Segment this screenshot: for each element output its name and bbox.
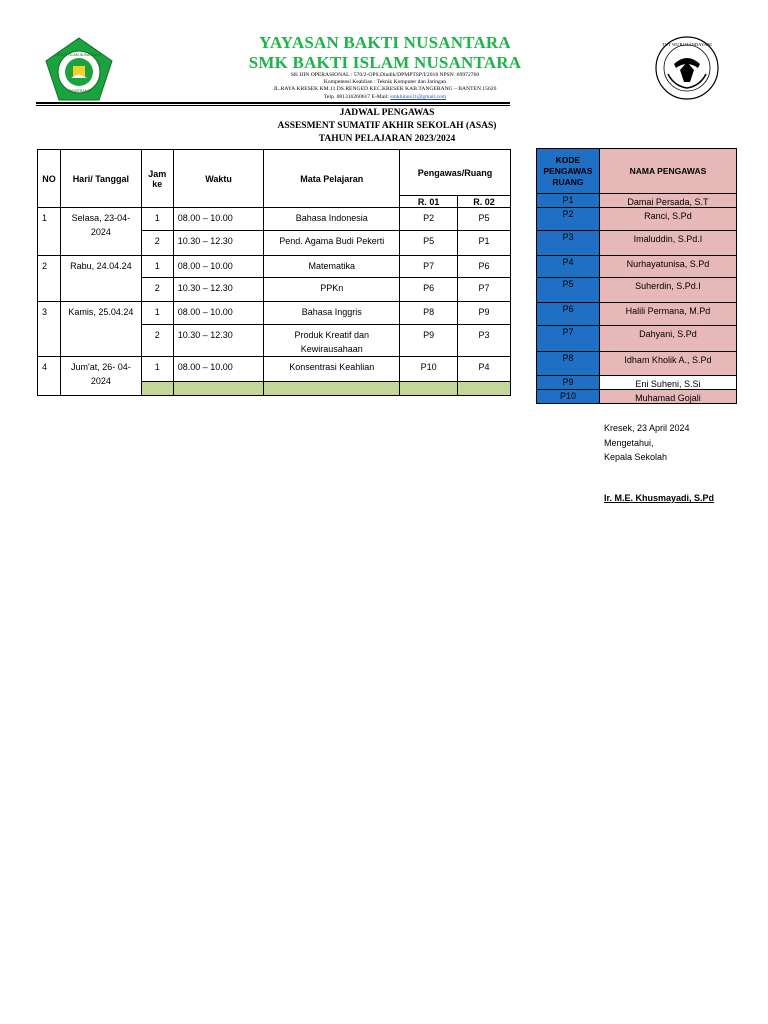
cell-waktu: 08.00 – 10.00 [173, 208, 264, 231]
doc-title: JADWAL PENGAWAS [339, 108, 435, 118]
cell-kode: P4 [537, 256, 600, 278]
cell-r2: P1 [458, 231, 511, 256]
cell-hari: Selasa, 23-04-2024 [60, 208, 141, 256]
cell-waktu: 08.00 – 10.00 [173, 256, 264, 278]
header-competency: Kompetensi Keahlian : Teknik Komputer dan Jaringan [323, 79, 447, 85]
col-header-nama: NAMA PENGAWAS [599, 149, 736, 194]
cell-no: 4 [38, 357, 61, 396]
cell-mapel: PPKn [264, 278, 400, 302]
school-name: SMK BAKTI ISLAM NUSANTARA [248, 53, 522, 72]
cell-nama: Imaluddin, S.Pd.I [599, 231, 736, 256]
doc-subtitle: ASSESMENT SUMATIF AKHIR SEKOLAH (ASAS) [277, 121, 497, 131]
cell-kode: P8 [537, 352, 600, 376]
col-header-waktu: Waktu [173, 150, 264, 208]
col-header-mapel: Mata Pelajaran [264, 150, 400, 208]
cell-empty [141, 382, 173, 396]
cell-r2: P4 [458, 357, 511, 382]
table-row [537, 352, 737, 376]
table-row [38, 302, 511, 325]
cell-empty [458, 382, 511, 396]
cell-r2: P5 [458, 208, 511, 231]
cell-r1: P6 [400, 278, 458, 302]
signature-name: Ir. M.E. Khusmayadi, S.Pd [604, 493, 715, 503]
cell-kode: P9 [537, 376, 600, 390]
cell-r2: P7 [458, 278, 511, 302]
cell-nama: Eni Suheni, S.Si [599, 376, 736, 390]
header-email-link[interactable]: smkbinus11@gmail.com [390, 94, 447, 100]
cell-hari: Kamis, 25.04.24 [60, 302, 141, 357]
cell-r2: P3 [458, 325, 511, 357]
table-row [38, 256, 511, 278]
svg-text:TANGERANG: TANGERANG [68, 89, 90, 93]
cell-empty [264, 382, 400, 396]
pengawas-table [536, 148, 737, 404]
table-row [537, 256, 737, 278]
signature-jabatan: Kepala Sekolah [604, 452, 668, 462]
cell-kode: P10 [537, 390, 600, 404]
cell-jam: 2 [141, 278, 173, 302]
schedule-table [37, 149, 511, 396]
cell-jam: 1 [141, 302, 173, 325]
cell-r1: P7 [400, 256, 458, 278]
table-row [537, 376, 737, 390]
cell-kode: P5 [537, 278, 600, 303]
cell-nama: Ranci, S.Pd [599, 208, 736, 231]
cell-r1: P9 [400, 325, 458, 357]
table-row [537, 390, 737, 404]
cell-waktu: 10.30 – 12.30 [173, 278, 264, 302]
cell-kode: P6 [537, 303, 600, 326]
cell-jam: 1 [141, 256, 173, 278]
cell-mapel: Konsentrasi Keahlian [264, 357, 400, 382]
header-license: SK IJIN OPERASIONAL : 570/2-OPS.Dindik/DPMPTSP/I/2018 NPSN :69972760 [290, 72, 480, 78]
cell-waktu: 08.00 – 10.00 [173, 357, 264, 382]
cell-kode: P3 [537, 231, 600, 256]
cell-r1: P8 [400, 302, 458, 325]
cell-nama: Halili Permana, M.Pd [599, 303, 736, 326]
cell-nama: Nurhayatunisa, S.Pd [599, 256, 736, 278]
cell-hari: Jum'at, 26- 04-2024 [60, 357, 141, 396]
cell-jam: 1 [141, 357, 173, 382]
cell-hari: Rabu, 24.04.24 [60, 256, 141, 302]
cell-jam: 2 [141, 325, 173, 357]
cell-no: 1 [38, 208, 61, 256]
org-name: YAYASAN BAKTI NUSANTARA [259, 33, 511, 52]
col-header-r2: R. 02 [458, 196, 511, 208]
header-phone: Telp. 081316260617 E-Mail: [323, 94, 391, 100]
cell-r1: P5 [400, 231, 458, 256]
cell-mapel: Bahasa Indonesia [264, 208, 400, 231]
header-divider-thin [36, 105, 510, 106]
cell-waktu: 10.30 – 12.30 [173, 231, 264, 256]
cell-kode: P7 [537, 326, 600, 352]
col-header-r1: R. 01 [400, 196, 458, 208]
signature-place-date: Kresek, 23 April 2024 [604, 423, 690, 433]
cell-jam: 1 [141, 208, 173, 231]
signature-mengetahui: Mengetahui, [604, 438, 654, 448]
header-contact [150, 94, 620, 100]
cell-no: 3 [38, 302, 61, 357]
col-header-no: NO [38, 150, 61, 208]
table-row [38, 208, 511, 231]
table-row [537, 231, 737, 256]
cell-mapel: Pend. Agama Budi Pekerti [264, 231, 400, 256]
cell-r2: P6 [458, 256, 511, 278]
cell-r2: P9 [458, 302, 511, 325]
header-address: JL.RAYA KRESEK KM.11 DS.RENGED KEC.KRESEK KAB.TANGERANG – BANTEN 15620 [273, 86, 497, 92]
cell-no: 2 [38, 256, 61, 302]
table-row [537, 303, 737, 326]
cell-r1: P10 [400, 357, 458, 382]
cell-kode: P1 [537, 194, 600, 208]
cell-empty [173, 382, 264, 396]
table-row [38, 357, 511, 382]
cell-waktu: 10.30 – 12.30 [173, 325, 264, 357]
header-divider-thick [36, 102, 510, 104]
cell-r1: P2 [400, 208, 458, 231]
cell-mapel: Bahasa Inggris [264, 302, 400, 325]
col-header-kode: KODE PENGAWAS RUANG [537, 149, 600, 194]
cell-jam: 2 [141, 231, 173, 256]
table-row [537, 326, 737, 352]
cell-mapel: Produk Kreatif dan Kewirausahaan [264, 325, 400, 357]
cell-empty [400, 382, 458, 396]
cell-nama: Muhamad Gojali [599, 390, 736, 404]
cell-kode: P2 [537, 208, 600, 231]
cell-waktu: 08.00 – 10.00 [173, 302, 264, 325]
table-row [537, 278, 737, 303]
col-header-pengawas: Pengawas/Ruang [400, 150, 511, 196]
school-logo-icon [44, 36, 114, 102]
cell-nama: Dahyani, S.Pd [599, 326, 736, 352]
tut-wuri-handayani-logo-icon [654, 34, 720, 102]
svg-text:TUT WURI HANDAYANI: TUT WURI HANDAYANI [662, 42, 712, 47]
table-row [537, 194, 737, 208]
logo-left-text: BAKTI ISLAM NUSANTARA [57, 53, 101, 57]
cell-nama: Idham Kholik A., S.Pd [599, 352, 736, 376]
cell-mapel: Matematika [264, 256, 400, 278]
col-header-hari: Hari/ Tanggal [60, 150, 141, 208]
doc-year: TAHUN PELAJARAN 2023/2024 [318, 134, 456, 144]
cell-nama: Suherdin, S.Pd.I [599, 278, 736, 303]
col-header-jam: Jam ke [141, 150, 173, 208]
table-row [537, 208, 737, 231]
cell-nama: Damai Persada, S.T [599, 194, 736, 208]
